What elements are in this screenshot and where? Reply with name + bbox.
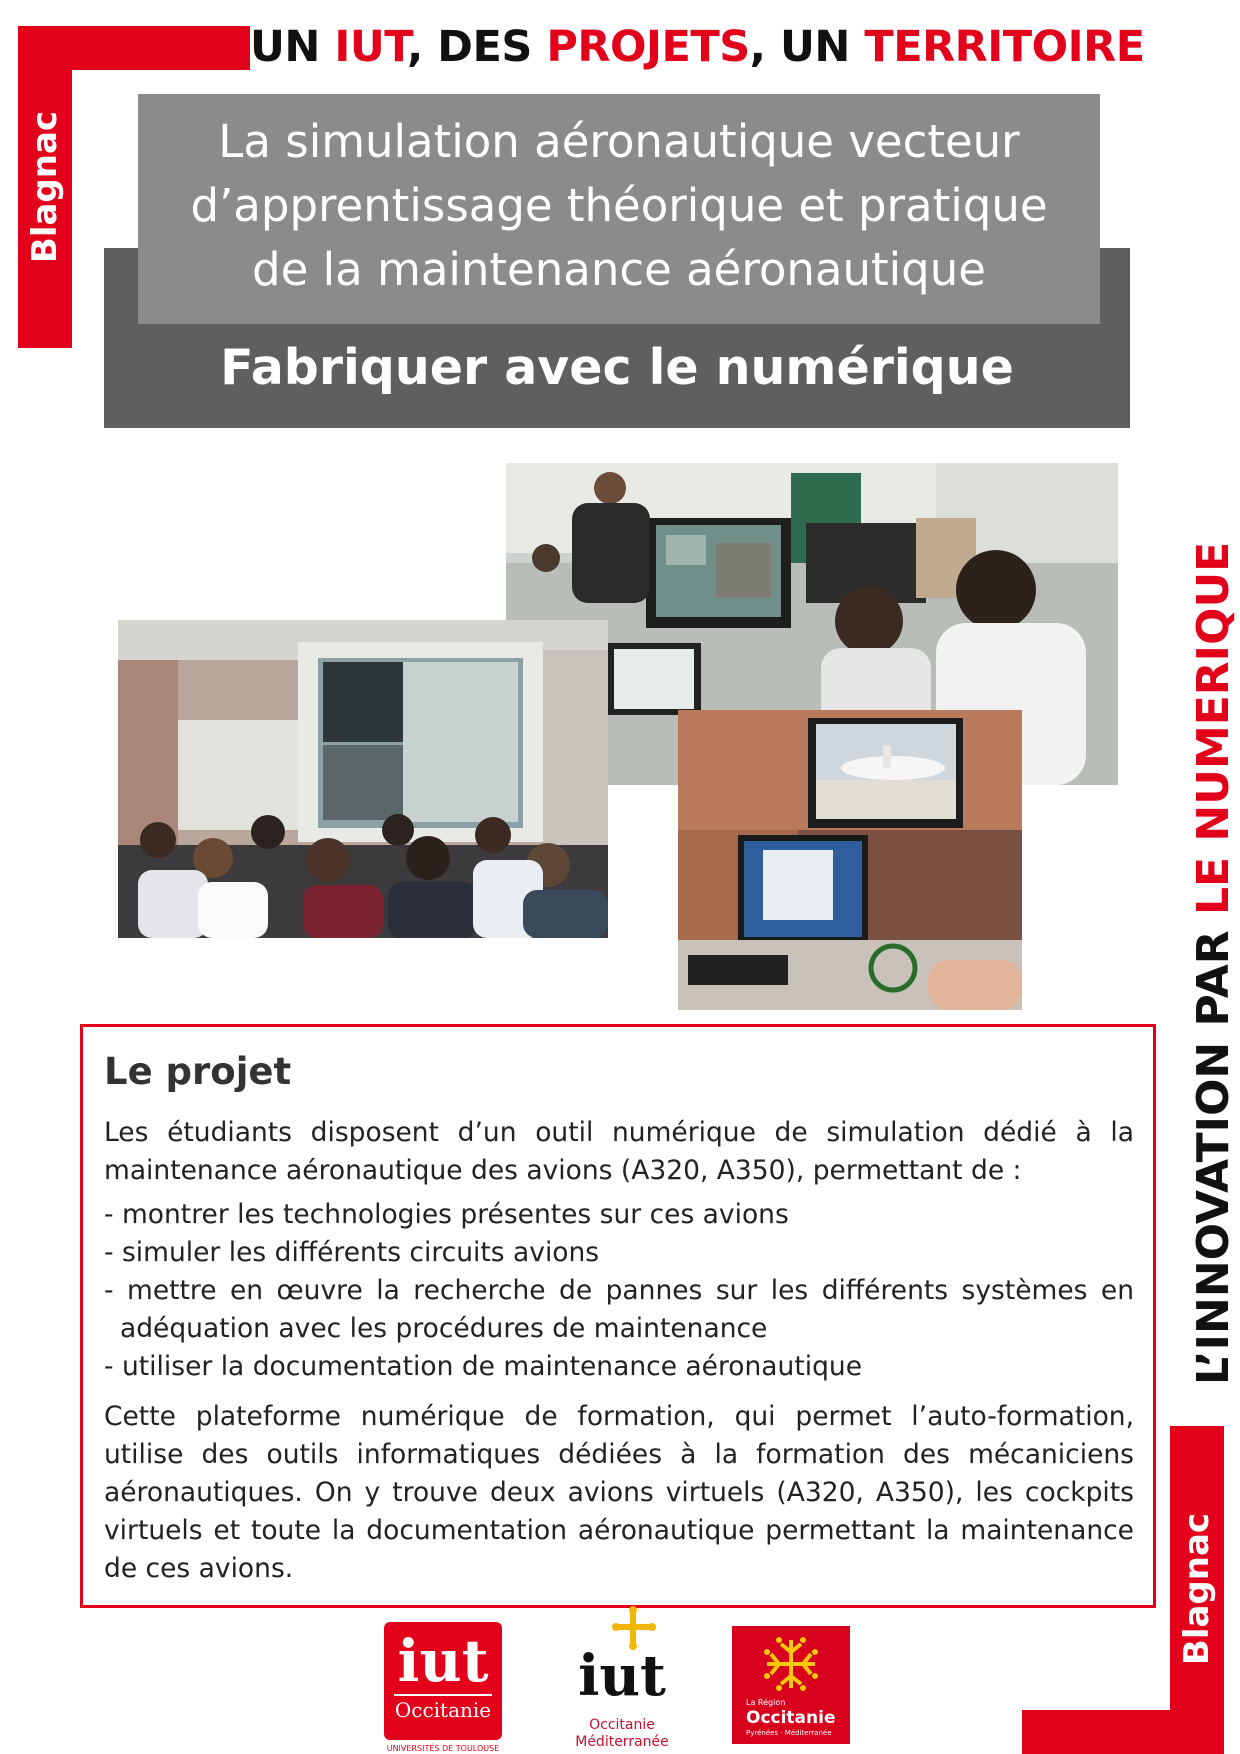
- photo-classroom-projection: [118, 620, 608, 938]
- occitan-cross-icon: [761, 1634, 821, 1694]
- header-part-4: PROJETS: [546, 22, 750, 72]
- photo-aircraft-simulator: [678, 710, 1022, 1010]
- corner-bracket-bottom-horizontal: [1022, 1710, 1224, 1754]
- header-part-3: , DES: [407, 22, 547, 72]
- subtitle: Fabriquer avec le numérique: [220, 339, 1014, 396]
- corner-label-top: Blagnac: [25, 110, 65, 264]
- logo-iut-mediterranee-sub2: Méditerranée: [575, 1734, 669, 1750]
- header-tagline: [250, 22, 1150, 72]
- side-banner-part-2: PAR: [1188, 915, 1239, 1027]
- logo-region-line2: Occitanie: [746, 1708, 836, 1728]
- header-part-5: , UN: [749, 22, 865, 72]
- projet-bullet-3: - mettre en œuvre la recherche de pannes sur les différents systèmes en adéquation avec les procédures de maintenance: [104, 1275, 1134, 1344]
- projet-body: [104, 1114, 1134, 1588]
- header-part-2: IUT: [334, 22, 407, 72]
- projet-paragraph: Cette plateforme numérique de formation, qui permet l’auto-formation, utilise des outils informatiques dédiées à la formation des mécaniciens aéronautiques. On y trouve deux avions virtuels (A320, A350), les cockpits virtuels et toute la documentation aéronautique permettant la maintenance de ces avions.: [104, 1401, 1134, 1584]
- logo-region-line1: La Région: [746, 1698, 786, 1707]
- projet-bullet-1: - montrer les technologies présentes sur ces avions: [104, 1199, 789, 1230]
- logo-iut-occitanie: [384, 1622, 502, 1740]
- logo-iut-mediterranee-name: iut: [578, 1643, 666, 1709]
- projet-intro: Les étudiants disposent d’un outil numérique de simulation dédié à la maintenance aéronautique des avions (A320, A350), permettant de :: [104, 1117, 1134, 1186]
- title-line-1: La simulation aéronautique vecteur: [218, 115, 1020, 168]
- logo-iut-occitanie-caption: UNIVERSITÉS DE TOULOUSE: [386, 1744, 500, 1753]
- logo-iut-occitanie-name: iut: [397, 1627, 489, 1695]
- corner-label-bottom: Blagnac: [1177, 1512, 1217, 1666]
- header-part-6: TERRITOIRE: [864, 22, 1145, 72]
- logo-region-line3: Pyrénées · Méditerranée: [746, 1729, 832, 1737]
- projet-bullet-4: - utiliser la documentation de maintenance aéronautique: [104, 1351, 862, 1382]
- title-box: [138, 94, 1100, 324]
- title-line-3: de la maintenance aéronautique: [252, 243, 986, 296]
- header-part-1: UN: [250, 22, 335, 72]
- logo-iut-mediterranee: [572, 1606, 672, 1754]
- logo-iut-mediterranee-sub1: Occitanie: [589, 1717, 655, 1733]
- logo-iut-occitanie-sub: Occitanie: [394, 1698, 492, 1722]
- title-line-2: d’apprentissage théorique et pratique: [190, 179, 1048, 232]
- projet-heading: Le projet: [104, 1050, 292, 1093]
- side-banner-part-1: L’INNOVATION: [1188, 1026, 1239, 1385]
- side-banner-part-3: LE NUMERIQUE: [1188, 541, 1239, 916]
- logo-region-occitanie: [732, 1626, 850, 1744]
- projet-bullet-2: - simuler les différents circuits avions: [104, 1237, 600, 1268]
- side-banner: [1188, 541, 1239, 1385]
- projet-bullets: [104, 1196, 1134, 1386]
